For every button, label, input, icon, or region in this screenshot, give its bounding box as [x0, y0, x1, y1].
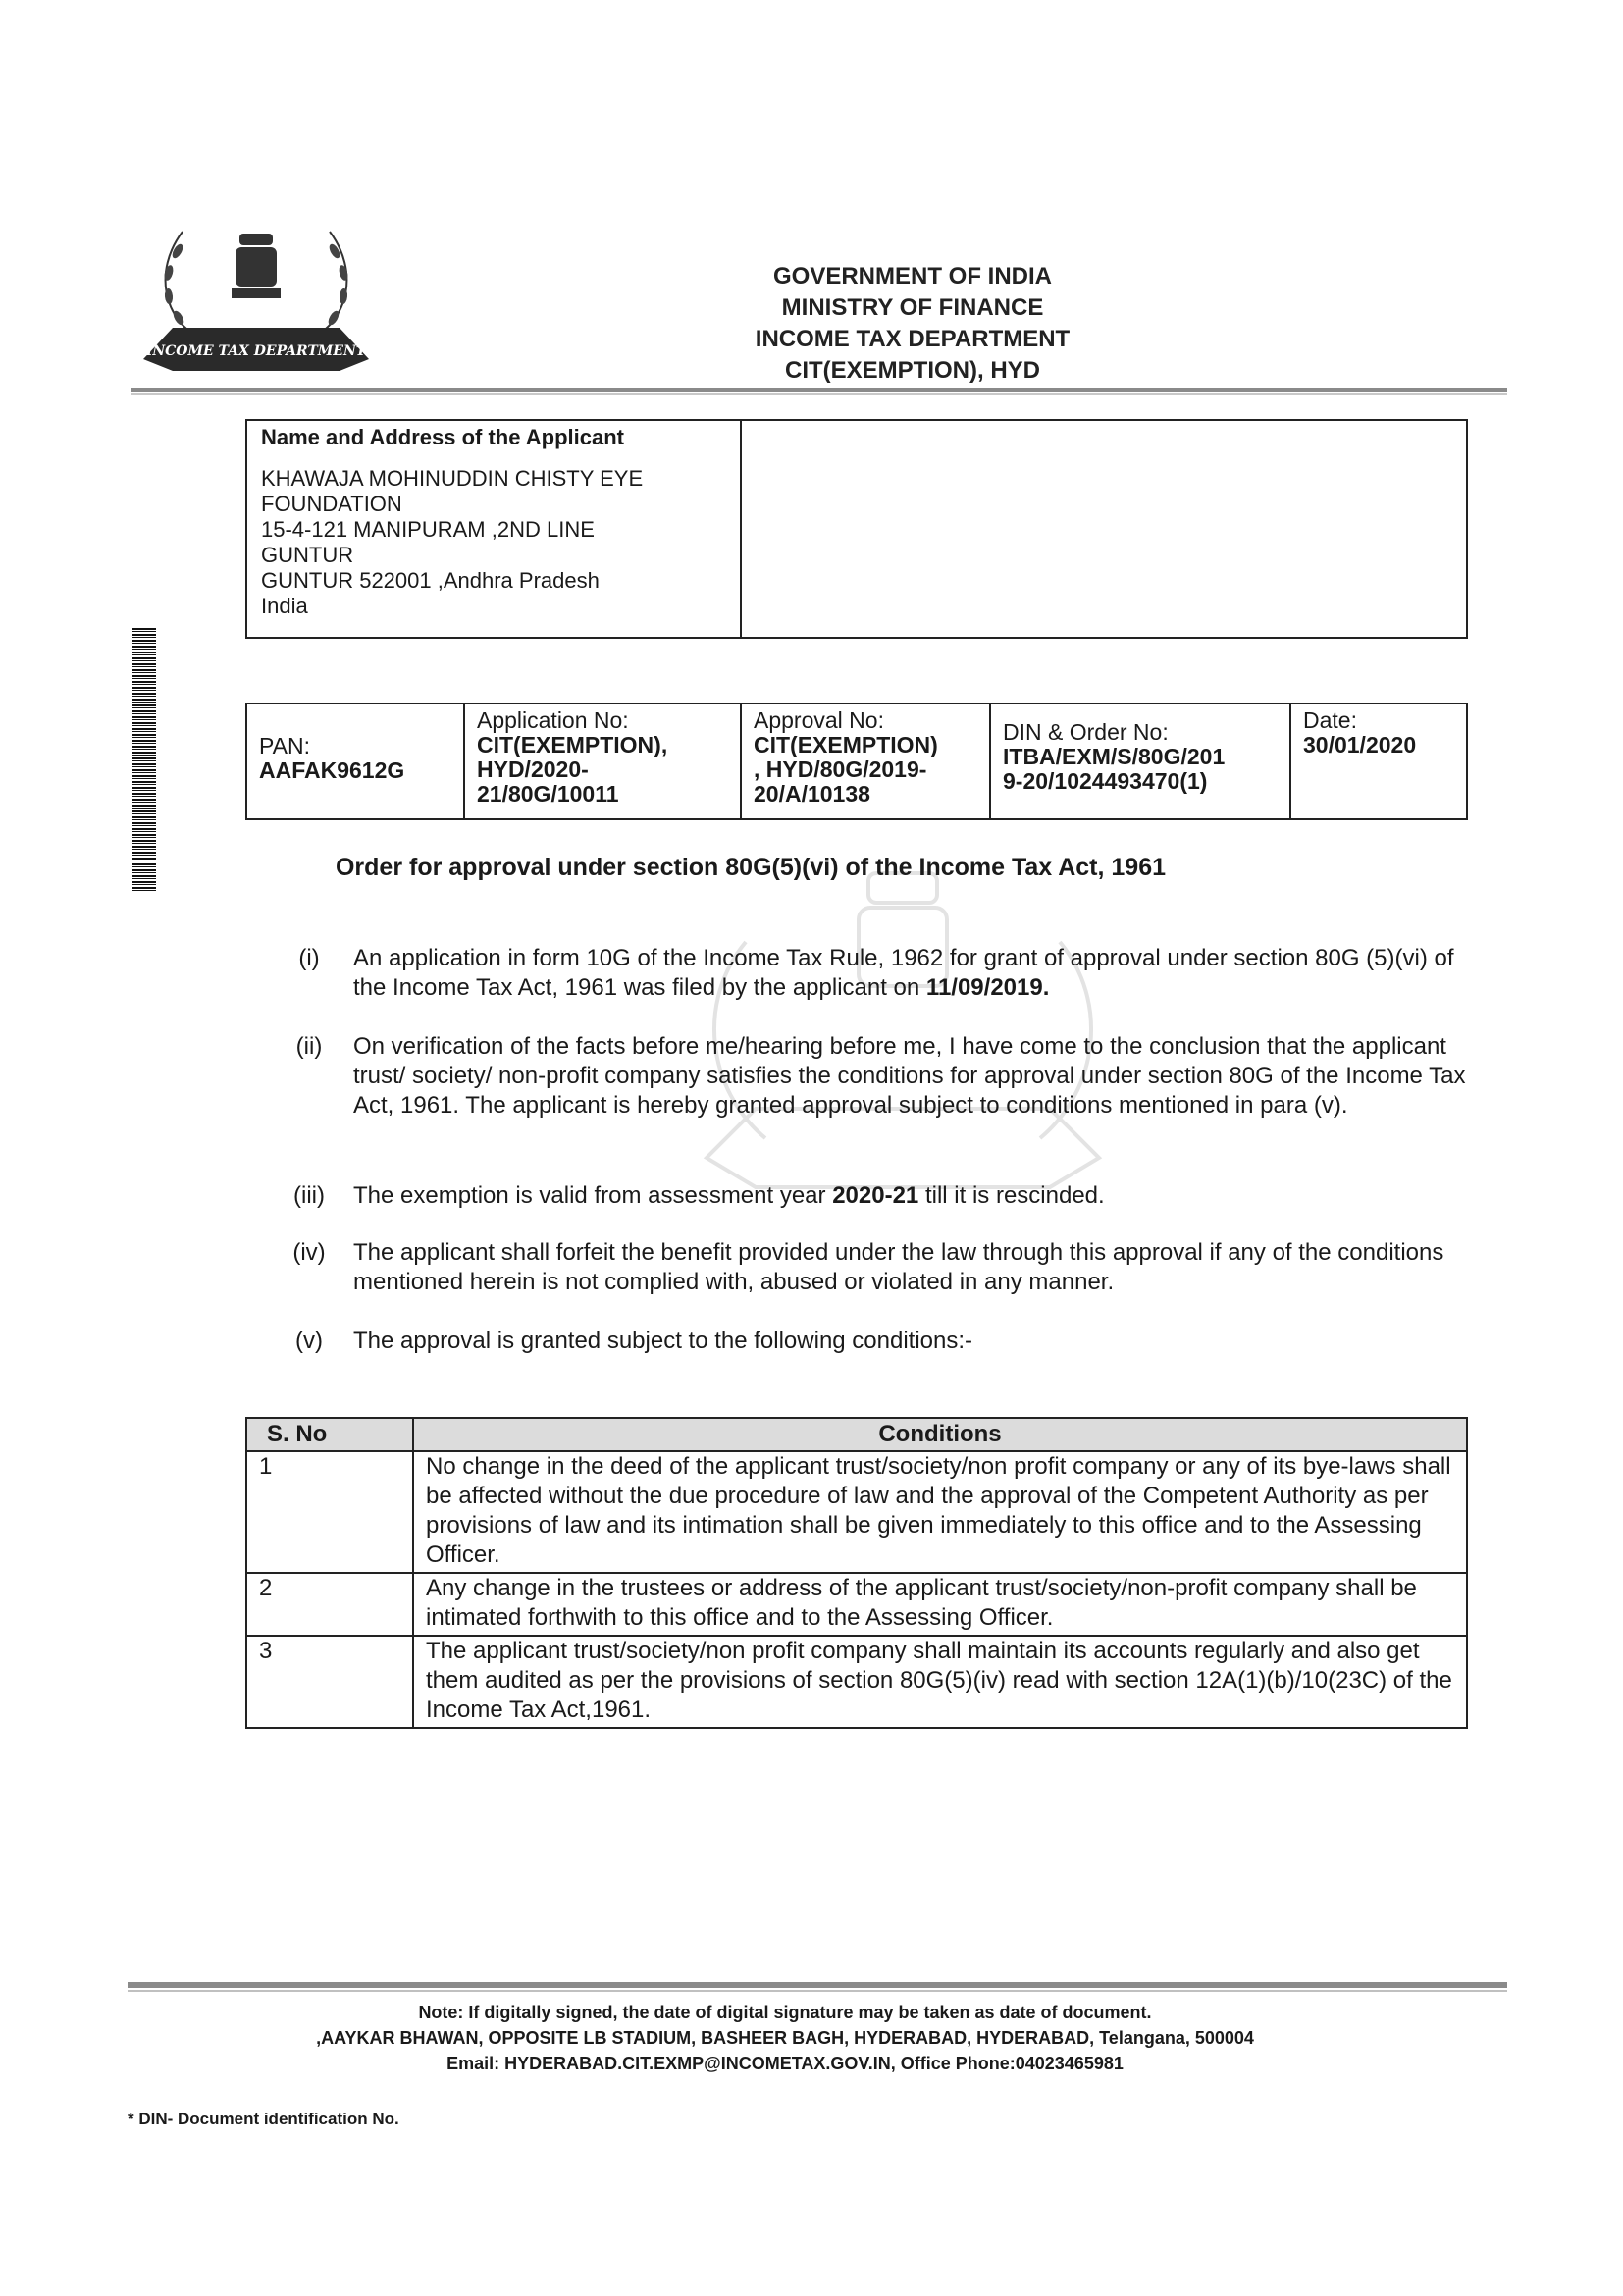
applicant-blank-cell [742, 421, 1466, 637]
approval-no-cell [742, 704, 991, 818]
footer-address: ,AAYKAR BHAWAN, OPPOSITE LB STADIUM, BASHEER BAGH, HYDERABAD, HYDERABAD, Telangana, 500004 [316, 2028, 1254, 2048]
order-title: Order for approval under section 80G(5)(vi) of the Income Tax Act, 1961 [335, 854, 1167, 881]
table-row [246, 1573, 1467, 1636]
pan-cell [247, 704, 465, 818]
paragraph-text-tail: till it is rescinded. [918, 1182, 1105, 1209]
paragraph-text: The applicant shall forfeit the benefit provided under the law through this approval if any of the conditions mentioned herein is not complied with, abused or violated in any manner. [353, 1239, 1444, 1295]
column-header-conditions: Conditions [413, 1418, 1467, 1451]
applicant-line: FOUNDATION [261, 492, 402, 516]
approval-no-value: CIT(EXEMPTION) [754, 732, 938, 757]
column-header-sno: S. No [246, 1418, 413, 1451]
condition-number: 1 [246, 1451, 413, 1573]
assessment-year: 2020-21 [832, 1182, 919, 1209]
paragraph-number: (iii) [293, 1182, 325, 1209]
applicant-line: GUNTUR 522001 ,Andhra Pradesh [261, 568, 600, 593]
applicant-line: GUNTUR [261, 543, 354, 567]
din-order-value: ITBA/EXM/S/80G/201 [1003, 744, 1226, 769]
document-header [628, 261, 1197, 387]
condition-text: No change in the deed of the applicant trust/society/non profit company or any of its bye-laws shall be affected without the due procedure of law and the approval of the Competent Authority as per provisions of law and its intimation shall be given immediately to this office and to the Assessing Officer. [413, 1451, 1467, 1573]
date-value: 30/01/2020 [1303, 732, 1417, 757]
application-date: 11/09/2019. [925, 974, 1050, 1001]
application-no-value: CIT(EXEMPTION), [477, 732, 668, 757]
approval-no-value: 20/A/10138 [754, 781, 870, 807]
application-no-value: HYD/2020- [477, 757, 589, 782]
footer-rule [128, 1982, 1507, 1988]
order-paragraph [265, 1238, 1492, 1297]
paragraph-text-body: An application in form 10G of the Income Tax Rule, 1962 for grant of approval under section 80G (5)(vi) of the Income Tax Act, 1961 was filed by the applicant on [353, 945, 1454, 1001]
paragraph-text-body: The exemption is valid from assessment year [353, 1182, 833, 1209]
approval-no-value: , HYD/80G/2019- [754, 757, 927, 782]
footer-contact: Email: HYDERABAD.CIT.EXMP@INCOMETAX.GOV.IN, Office Phone:04023465981 [446, 2054, 1124, 2073]
date-label: Date: [1303, 707, 1357, 733]
header-rule [131, 388, 1507, 392]
applicant-line: India [261, 594, 308, 618]
application-no-value: 21/80G/10011 [477, 781, 619, 807]
footer-note: Note: If digitally signed, the date of digital signature may be taken as date of document. [418, 2003, 1152, 2022]
application-no-cell [465, 704, 742, 818]
conditions-table [245, 1417, 1468, 1729]
order-paragraph [265, 1032, 1492, 1121]
applicant-label: Name and Address of the Applicant [261, 425, 624, 449]
logo-text: INCOME TAX DEPARTMENT [145, 343, 367, 359]
din-order-cell [991, 704, 1291, 818]
pan-value: AAFAK9612G [259, 757, 405, 783]
condition-number: 2 [246, 1573, 413, 1636]
table-row [246, 1636, 1467, 1728]
date-cell [1291, 704, 1466, 818]
header-line-department: INCOME TAX DEPARTMENT [755, 326, 1071, 352]
applicant-box [245, 419, 1468, 639]
applicant-line: 15-4-121 MANIPURAM ,2ND LINE [261, 517, 595, 542]
footer-rule-thin [128, 1990, 1507, 1992]
paragraph-number: (ii) [295, 1033, 323, 1060]
table-row [246, 1451, 1467, 1573]
order-paragraph [265, 1181, 1492, 1211]
barcode [132, 628, 156, 893]
paragraph-number: (v) [295, 1328, 323, 1354]
paragraph-text [353, 944, 1492, 1003]
header-line-government: GOVERNMENT OF INDIA [772, 263, 1052, 289]
header-line-ministry: MINISTRY OF FINANCE [781, 294, 1044, 321]
header-line-office: CIT(EXEMPTION), HYD [784, 357, 1040, 384]
order-paragraph [265, 1327, 1492, 1356]
applicant-line: KHAWAJA MOHINUDDIN CHISTY EYE [261, 466, 644, 491]
table-header-row [246, 1418, 1467, 1451]
pan-label: PAN: [259, 733, 310, 758]
application-no-label: Application No: [477, 707, 629, 733]
income-tax-department-logo [133, 212, 379, 379]
condition-text: Any change in the trustees or address of the applicant trust/society/non-profit company shall be intimated forthwith to this office and to the Assessing Officer. [413, 1573, 1467, 1636]
header-rule-thin [131, 393, 1507, 395]
approval-no-label: Approval No: [754, 707, 884, 733]
order-info-table [245, 703, 1468, 820]
din-order-label: DIN & Order No: [1003, 719, 1169, 745]
footer [226, 2000, 1344, 2076]
order-paragraph [265, 944, 1492, 1003]
paragraph-text: On verification of the facts before me/hearing before me, I have come to the conclusion that the applicant trust/ society/ non-profit company satisfies the conditions for approval under section 80G of the Income Tax Act, 1961. The applicant is hereby granted approval subject to conditions mentioned in para (v). [353, 1033, 1466, 1119]
paragraph-text [353, 1181, 1492, 1211]
paragraph-number: (i) [298, 945, 320, 971]
paragraph-number: (iv) [292, 1239, 326, 1266]
din-order-value: 9-20/1024493470(1) [1003, 768, 1208, 794]
paragraph-text: The approval is granted subject to the following conditions:- [353, 1328, 973, 1354]
applicant-details [247, 421, 742, 637]
din-footnote: * DIN- Document identification No. [128, 2110, 399, 2128]
condition-number: 3 [246, 1636, 413, 1728]
condition-text: The applicant trust/society/non profit company shall maintain its accounts regularly and also get them audited as per the provisions of section 80G(5)(iv) read with section 12A(1)(b)/10(23C) of the Income Tax Act,1961. [413, 1636, 1467, 1728]
